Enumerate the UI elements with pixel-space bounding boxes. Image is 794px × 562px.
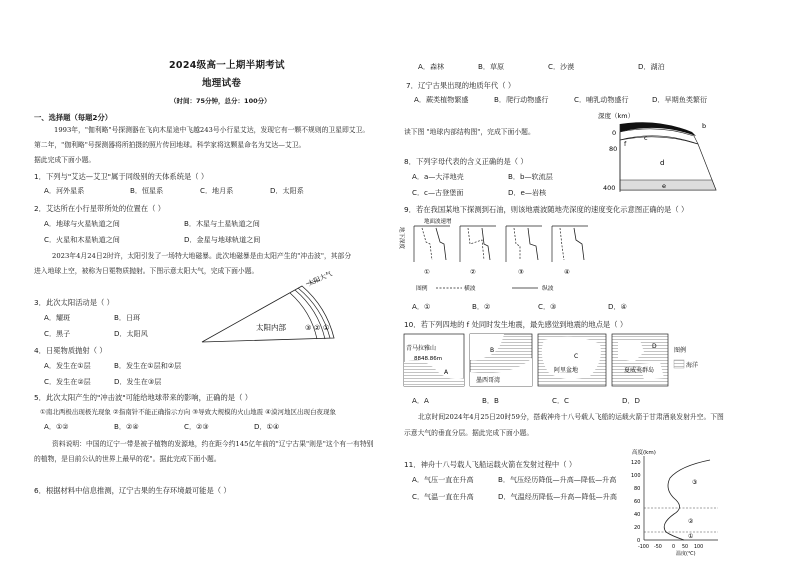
question-3-option: B．日珥 bbox=[114, 313, 141, 322]
atmos-temp-curve bbox=[664, 460, 710, 540]
question-2-option: D．金星与地球轨道之间 bbox=[184, 235, 261, 244]
question-11-option: C．气温一直在升高 bbox=[412, 492, 474, 501]
question-9-option: C．③ bbox=[538, 302, 557, 311]
sun-layer-label: ② bbox=[314, 324, 321, 332]
atmos-ytick: 100 bbox=[631, 473, 641, 479]
passage-3-line: 资料说明：中国的辽宁一带是被子植物的发源地，约在距今约145亿年前的"辽宁古果"则是"这个有一有特别 bbox=[52, 440, 374, 448]
sun-layer-label: ③ bbox=[305, 324, 312, 332]
question-4-option: B．发生在①层和②层 bbox=[114, 361, 182, 370]
seismic-legend-item: 横波 bbox=[464, 286, 476, 292]
location-maps-figure bbox=[404, 332, 704, 390]
question-5-option: B．②④ bbox=[114, 422, 139, 431]
atmosphere-figure bbox=[624, 448, 724, 556]
map-a bbox=[404, 334, 464, 386]
question-11-option: B．气压经历降低—升高—降低—升高 bbox=[498, 475, 617, 484]
atmos-xtick: 0 bbox=[672, 545, 676, 550]
question-5-statements: ①南北两极出现极光现象 ②指南针不能正确指示方向 ③导致大规模的火山地震 ④漠河地区出现白夜现象 bbox=[40, 408, 337, 416]
seismic-surface-label: 地面波速增 bbox=[424, 219, 452, 225]
question-5-option: D．①④ bbox=[254, 422, 280, 431]
atmos-xtick: -50 bbox=[654, 545, 662, 550]
exam-subject: 地理试卷 bbox=[202, 78, 242, 89]
atmos-layer-label: ① bbox=[688, 533, 694, 540]
earth-tick: 400 bbox=[603, 184, 616, 192]
map-d-title: 夏威夷群岛 bbox=[624, 367, 655, 374]
map-d bbox=[612, 334, 668, 386]
atmos-xtick: 50 bbox=[682, 545, 689, 550]
earth-depth-label: 深度（km） bbox=[598, 112, 635, 120]
question-5-option: A．①② bbox=[44, 422, 69, 431]
passage-4: 读下图 "地球内部结构图"，完成下面小题。 bbox=[404, 128, 535, 136]
seismic-panel-3 bbox=[506, 226, 542, 262]
atmos-xtick: 100 bbox=[694, 545, 704, 550]
question-8-option: B．b—软流层 bbox=[508, 172, 553, 181]
sun-atmosphere-figure bbox=[194, 269, 344, 368]
earth-layer-letter: e bbox=[662, 182, 666, 190]
map-legend-swatch bbox=[674, 360, 684, 368]
question-7-option: A．蕨类植物繁盛 bbox=[414, 95, 469, 104]
question-10-option: C．C bbox=[552, 396, 569, 405]
question-3-option: D．太阳风 bbox=[114, 329, 148, 338]
sun-inner-label: 太阳内部 bbox=[256, 323, 286, 332]
earth-layer-letter: d bbox=[660, 159, 665, 167]
map-c-title: 阿里盆地 bbox=[554, 367, 579, 374]
question-3-option: C．黑子 bbox=[44, 329, 71, 338]
map-a-title: 青马拉雅山 bbox=[406, 345, 437, 352]
question-1-stem: 1．下列与"艾达—艾卫"属于同级别的天体系统是（ ） bbox=[34, 172, 209, 181]
atmos-ytick: 120 bbox=[631, 460, 641, 466]
question-4-option: A．发生在①层 bbox=[44, 361, 91, 370]
seismic-fig-number: ① bbox=[424, 268, 430, 276]
map-b-point: B bbox=[490, 347, 495, 354]
seismic-depth-label: 地下深度 bbox=[398, 227, 404, 250]
seismic-fig-number: ② bbox=[470, 268, 476, 276]
map-b-title: 墨西哥湾 bbox=[476, 377, 501, 384]
atmos-xlabel: 温度(℃) bbox=[676, 551, 696, 557]
question-9-option: A．① bbox=[412, 302, 431, 311]
question-11-option: A．气压一直在升高 bbox=[412, 475, 474, 484]
question-1-option: C．地月系 bbox=[200, 186, 234, 195]
exam-meta: （时间：75分钟，总分：100分） bbox=[170, 97, 271, 105]
atmos-ylabel: 高度(km) bbox=[632, 450, 656, 456]
atmos-ytick: 60 bbox=[634, 499, 641, 505]
seismic-legend-item: 纵波 bbox=[542, 286, 554, 292]
passage-2-line: 进入地球上空，被称为日冕物质抛射。下图示意太阳大气，完成下面小题。 bbox=[34, 267, 259, 275]
question-10-option: D．D bbox=[622, 396, 641, 405]
question-7-option: D．早期鱼类繁衍 bbox=[652, 95, 708, 104]
seismic-legend-title: 图例 bbox=[416, 286, 428, 292]
seismic-panel-4 bbox=[552, 226, 588, 262]
earth-interior-figure bbox=[598, 110, 728, 195]
question-6-option: C．沙漠 bbox=[548, 62, 575, 71]
earth-tick: 80 bbox=[609, 145, 618, 153]
question-10-option: A．A bbox=[412, 396, 429, 405]
map-legend-title: 图例 bbox=[674, 347, 687, 354]
question-7-option: B．爬行动物盛行 bbox=[494, 95, 549, 104]
question-2-option: B．木星与土星轨道之间 bbox=[184, 219, 260, 228]
question-6-option: B．草原 bbox=[478, 62, 505, 71]
question-4-option: D．发生在③层 bbox=[114, 377, 162, 386]
question-6-stem: 6．根据材料中信息推测，辽宁古果的生存环境最可能是（ ） bbox=[34, 486, 231, 495]
exam-title: 2024级高一上期半期考试 bbox=[169, 60, 285, 71]
atmos-ytick: 20 bbox=[634, 525, 641, 531]
seismic-wave-figure bbox=[398, 216, 602, 300]
seismic-panel-2 bbox=[460, 226, 496, 262]
question-6-option: A．森林 bbox=[418, 62, 445, 71]
map-a-peak: 8848.86m bbox=[414, 356, 443, 362]
question-2-option: C．火星和木星轨道之间 bbox=[44, 235, 120, 244]
earth-layer-letter: f bbox=[624, 140, 627, 148]
atmos-ytick: 40 bbox=[634, 512, 641, 518]
seismic-panel-1 bbox=[414, 226, 450, 262]
question-8-option: A．a—大洋地壳 bbox=[412, 172, 464, 181]
passage-5-line: 北京时间2024年4月25日20时59分，搭载神舟十八号载人飞船的运载火箭于甘肃酒泉发射升空。下图 bbox=[418, 413, 724, 421]
earth-layer-letter: a bbox=[670, 118, 674, 126]
sun-wedge bbox=[202, 286, 334, 342]
map-a-point: A bbox=[444, 369, 449, 376]
sun-layer-label: ① bbox=[323, 324, 330, 332]
question-11-option: D．气温经历降低—升高—降低—升高 bbox=[498, 492, 617, 501]
map-d-point: D bbox=[652, 343, 657, 350]
question-10-stem: 10．若下列四地的 f 处同时发生地震，最先感觉到地震的地点是（ ） bbox=[404, 320, 628, 329]
passage-1-line: 第二年，"伽利略"号探测器将所拍摄的照片传回地球。科学家将这颗星命名为艾达—艾卫。 bbox=[34, 141, 306, 149]
question-8-stem: 8．下列字母代表的含义正确的是（ ） bbox=[404, 157, 528, 166]
question-9-option: D．④ bbox=[608, 302, 627, 311]
question-8-option: C．c—古登堡面 bbox=[412, 188, 464, 197]
question-5-stem: 5．此次太阳产生的"冲击波"可能给地球带来的影响，正确的是（ ） bbox=[34, 393, 252, 402]
question-5-option: C．②③ bbox=[184, 422, 209, 431]
map-c bbox=[538, 334, 606, 386]
section-heading: 一、选择题（每题2分） bbox=[34, 113, 113, 122]
atmos-layer-label: ③ bbox=[692, 479, 698, 486]
question-7-option: C．哺乳动物盛行 bbox=[574, 95, 629, 104]
map-legend-item: 海洋 bbox=[686, 362, 699, 369]
passage-1-line: 据此完成下面小题。 bbox=[34, 156, 96, 164]
atmos-layer-label: ② bbox=[688, 518, 694, 525]
atmos-xtick: -100 bbox=[638, 545, 649, 550]
passage-3-line: 的植物，是目前公认的世界上最早的花"。据此完成下面小题。 bbox=[34, 455, 221, 463]
question-9-stem: 9．若在我国某地下探测到石油，则该地震波随地壳深度的速度变化示意图正确的是（ ） bbox=[404, 205, 689, 214]
seismic-fig-number: ③ bbox=[518, 268, 524, 276]
seismic-fig-number: ④ bbox=[564, 268, 570, 276]
question-2-option: A．地球与火星轨道之间 bbox=[44, 219, 120, 228]
question-4-option: C．发生在②层 bbox=[44, 377, 91, 386]
question-1-option: A．河外星系 bbox=[44, 186, 85, 195]
atmos-ytick: 80 bbox=[634, 486, 641, 492]
question-7-stem: 7．辽宁古果出现的地质年代（ ） bbox=[406, 81, 516, 90]
atmos-ytick: 0 bbox=[637, 538, 641, 544]
earth-layer-letter: c bbox=[644, 134, 648, 142]
passage-5-line: 示意大气的垂直分层。据此完成下面小题。 bbox=[404, 429, 534, 437]
earth-tick: 0 bbox=[612, 129, 617, 137]
question-3-option: A．耀斑 bbox=[44, 313, 71, 322]
question-4-stem: 4．日冕物质抛射（ ） bbox=[34, 346, 107, 355]
question-10-option: B．B bbox=[482, 396, 499, 405]
question-2-stem: 2．艾达所在小行星带所处的位置在（ ） bbox=[34, 204, 166, 213]
passage-2-line: 2023年4月24日2时许，太阳引发了一场特大地磁暴。此次地磁暴是由太阳产生的"冲击波"，其部分 bbox=[52, 252, 352, 260]
map-b bbox=[470, 334, 532, 386]
earth-core-band bbox=[620, 180, 716, 190]
question-1-option: D．太阳系 bbox=[270, 186, 304, 195]
sun-atmos-label: 太阳大气 bbox=[306, 269, 334, 288]
question-1-option: B．恒星系 bbox=[130, 186, 164, 195]
question-11-stem: 11．神舟十八号载人飞船运载火箭在发射过程中（ ） bbox=[404, 460, 577, 469]
earth-layer-letter: b bbox=[702, 122, 707, 130]
question-6-option: D．湖泊 bbox=[638, 62, 665, 71]
passage-1-line: 1993年，"伽利略"号探测器在飞向木星途中飞越243号小行星艾达，发现它有一颗不规则的卫星即艾卫。 bbox=[54, 126, 370, 134]
question-3-stem: 3．此次太阳活动是（ ） bbox=[34, 298, 114, 307]
question-8-option: D．e—岩核 bbox=[508, 188, 547, 197]
map-c-point: C bbox=[574, 353, 579, 360]
question-9-option: B．② bbox=[472, 302, 491, 311]
